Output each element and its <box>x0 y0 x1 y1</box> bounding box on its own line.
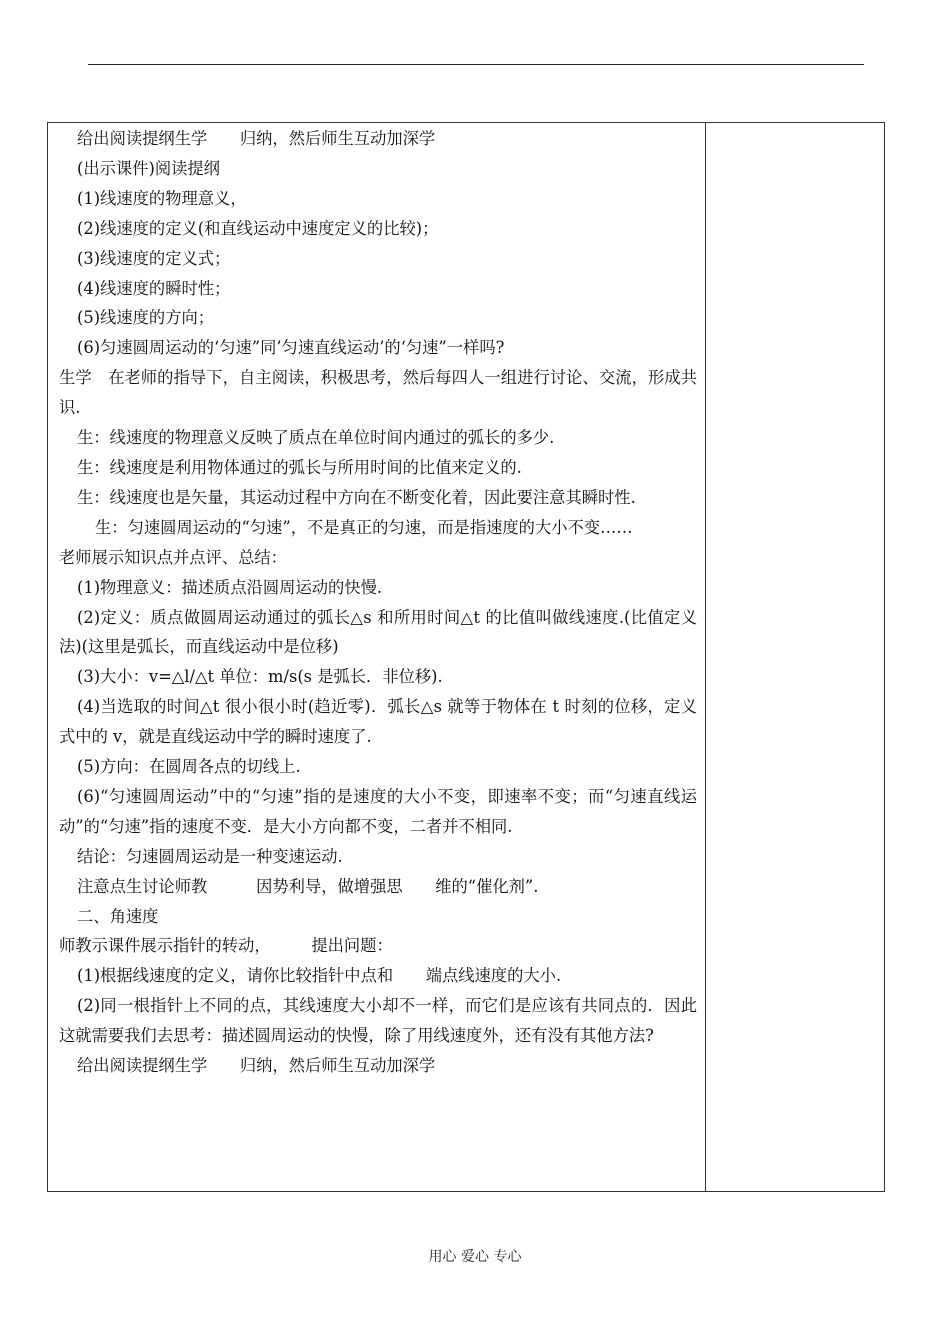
question-1: (1)根据线速度的定义，请你比较指针中点和 端点线速度的大小. <box>77 966 562 986</box>
summary-point-1: (1)物理意义：描述质点沿圆周运动的快慢. <box>77 577 383 597</box>
outline-item-3: (3)线速度的定义式； <box>77 248 231 268</box>
summary-point-2: (2)定义：质点做圆周运动通过的弧长△s 和所用时间△t 的比值叫做线速度.(比值定义法)(这里是弧长，而直线运动中是位移) <box>59 607 697 657</box>
student-answer-4: 生：匀速圆周运动的“匀速”，不是真正的匀速，而是指速度的大小不变…… <box>95 517 633 537</box>
summary-point-6: (6)“匀速圆周运动”中的“匀速”指的是速度的大小不变，即速率不变；而“匀速直线运动”的“匀速”指的速度不变．是大小方向都不变，二者并不相同. <box>59 786 697 836</box>
student-activity-paragraph: 生学 在老师的指导下，自主阅读，积极思考，然后每四人一组进行讨论、交流，形成共识. <box>59 368 697 418</box>
table-column-divider <box>705 122 706 1192</box>
section-heading-angular-velocity: 二、角速度 <box>77 906 159 926</box>
outline-item-2: (2)线速度的定义(和直线运动中速度定义的比较)； <box>77 218 439 238</box>
outline-item-1: (1)线速度的物理意义， <box>77 188 247 208</box>
student-answer-3: 生：线速度也是矢量，其运动过程中方向在不断变化着，因此要注意其瞬时性. <box>77 487 636 507</box>
conclusion-line: 结论：匀速圆周运动是一种变速运动. <box>77 846 343 866</box>
courseware-outline-heading: (出示课件)阅读提纲 <box>77 158 220 178</box>
teacher-question-intro: 师教示课件展示指针的转动， 提出问题： <box>59 936 393 956</box>
header-rule <box>88 64 864 65</box>
question-2: (2)同一根指针上不同的点，其线速度大小却不一样，而它们是应该有共同点的．因此这就需要我们去思考：描述圆周运动的快慢，除了用线速度外，还有没有其他方法? <box>59 996 697 1046</box>
outline-item-5: (5)线速度的方向； <box>77 308 215 328</box>
summary-point-4: (4)当选取的时间△t 很小很小时(趋近零)．弧长△s 就等于物体在 t 时刻的位移，定义式中的 v，就是直线运动中学的瞬时速度了. <box>59 697 697 747</box>
student-answer-2: 生：线速度是利用物体通过的弧长与所用时间的比值来定义的. <box>77 457 522 477</box>
reading-outline-instruction: 给出阅读提纲生学 归纳，然后师生互动加深学 <box>77 129 436 148</box>
reading-outline-instruction-repeat: 给出阅读提纲生学 归纳，然后师生互动加深学 <box>77 1056 436 1076</box>
summary-point-3: (3)大小：v=△l/△t 单位：m/s(s 是弧长．非位移). <box>77 667 443 687</box>
outline-item-6: (6)匀速圆周运动的‘匀速”同’匀速直线运动’的‘匀速”一样吗? <box>77 338 505 358</box>
outline-item-4: (4)线速度的瞬时性； <box>77 278 231 298</box>
note-line: 注意点生讨论师教 因势利导，做增强思 维的“催化剂”. <box>77 876 539 896</box>
lesson-content <box>59 124 697 1081</box>
summary-point-5: (5)方向：在圆周各点的切线上. <box>77 757 301 777</box>
student-answer-1: 生：线速度的物理意义反映了质点在单位时间内通过的弧长的多少. <box>77 428 555 448</box>
page-footer: 用心 爱心 专心 <box>428 1249 522 1265</box>
teacher-summary-heading: 老师展示知识点并点评、总结： <box>59 547 287 567</box>
